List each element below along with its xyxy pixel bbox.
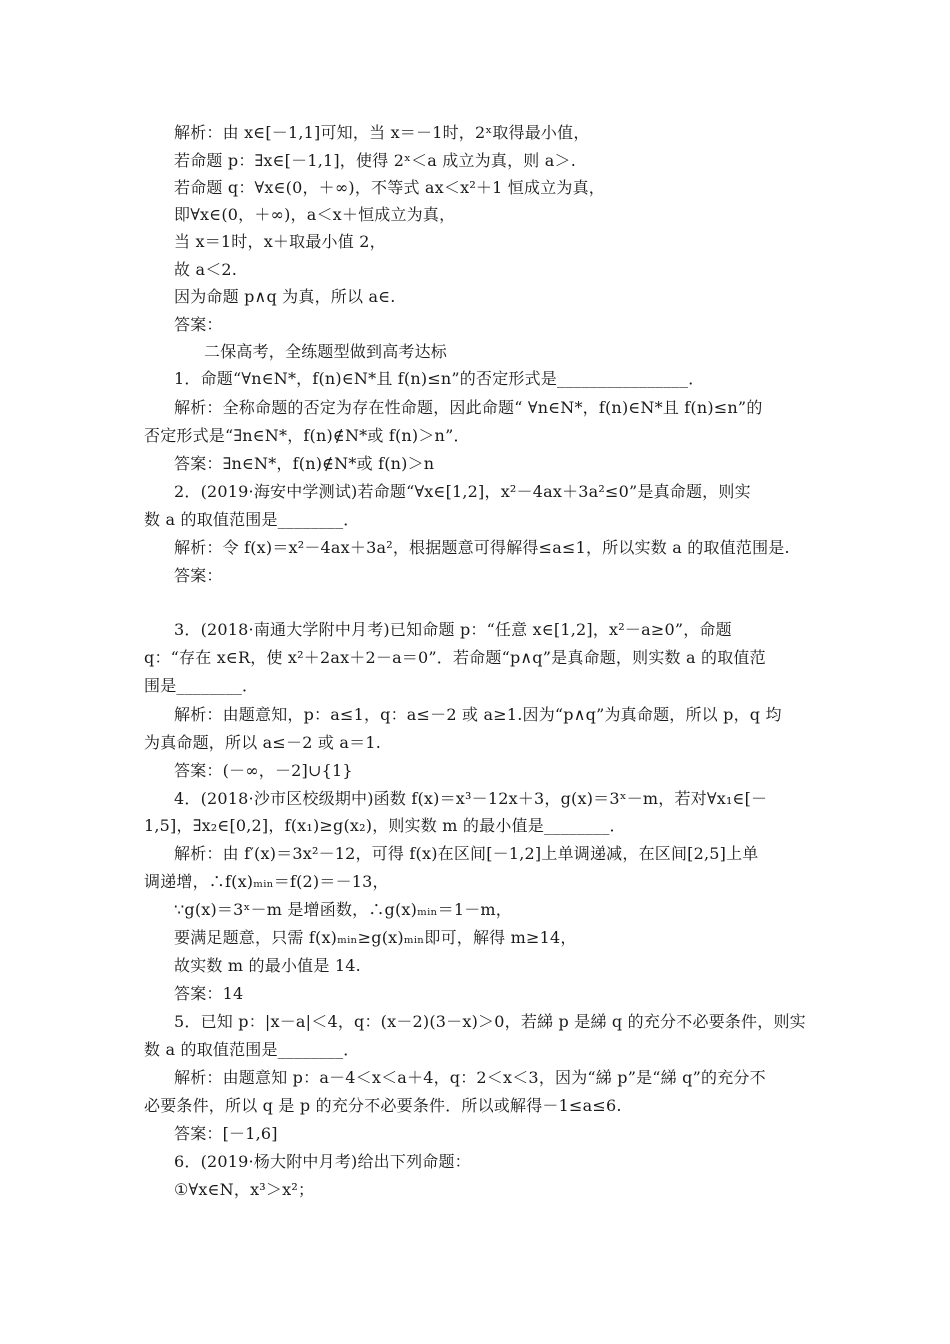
text-line: 若命题 q：∀x∈(0，＋∞)，不等式 ax＜x²＋1 恒成立为真， [174, 178, 605, 197]
text-line: ①∀x∈N，x³＞x²； [174, 1180, 315, 1199]
text-line: 要满足题意，只需 f(x)ₘᵢₙ≥g(x)ₘᵢₙ即可，解得 m≥14， [174, 928, 577, 947]
text-line: 因为命题 p∧q 为真，所以 a∈. [174, 287, 396, 306]
text-line: 否定形式是“∃n∈N*，f(n)∉N*或 f(n)＞n”． [144, 426, 470, 445]
text-line: 1,5]，∃x₂∈[0,2]，f(x₁)≥g(x₂)，则实数 m 的最小值是________． [144, 816, 626, 835]
answer-label: 答案： [174, 315, 223, 334]
answer-2: 答案： [174, 566, 223, 585]
answer-1: 答案：∃n∈N*，f(n)∉N*或 f(n)＞n [174, 454, 435, 473]
text-line: q：“存在 x∈R，使 x²＋2ax＋2－a＝0”．若命题“p∧q”是真命题，则实数 a 的取值范 [144, 648, 766, 667]
text-line: ∵g(x)＝3ˣ－m 是增函数，∴g(x)ₘᵢₙ＝1－m， [174, 900, 513, 919]
text-line: 当 x＝1时，x＋取最小值 2， [174, 232, 386, 251]
text-line: 故实数 m 的最小值是 14. [174, 956, 361, 975]
answer-3: 答案：(－∞，－2]∪{1} [174, 761, 353, 780]
section-heading: 二保高考，全练题型做到高考达标 [204, 342, 448, 361]
answer-5: 答案：[－1,6] [174, 1124, 278, 1143]
question-5: 5．已知 p：|x－a|＜4，q：(x－2)(3－x)＞0，若綈 p 是綈 q 的充分不必要条件，则实 [174, 1012, 806, 1031]
text-line: 解析：由题意知 p：a－4＜x＜a＋4，q：2＜x＜3，因为“綈 p”是“綈 q”的充分不 [174, 1068, 766, 1087]
text-line: 数 a 的取值范围是________． [144, 1040, 360, 1059]
text-line: 围是________． [144, 676, 259, 695]
question-4: 4．(2018·沙市区校级期中)函数 f(x)＝x³－12x＋3，g(x)＝3ˣ－m，若对∀x₁∈[－ [174, 789, 768, 808]
question-6: 6．(2019·杨大附中月考)给出下列命题： [174, 1152, 471, 1171]
answer-4: 答案：14 [174, 984, 244, 1003]
question-3: 3．(2018·南通大学附中月考)已知命题 p：“任意 x∈[1,2]，x²－a≥0”，命题 [174, 620, 732, 639]
text-line: 解析：令 f(x)＝x²－4ax＋3a²，根据题意可得解得≤a≤1，所以实数 a 的取值范围是. [174, 538, 790, 557]
question-2: 2．(2019·海安中学测试)若命题“∀x∈[1,2]，x²－4ax＋3a²≤0”是真命题，则实 [174, 482, 751, 501]
text-line: 解析：由题意知，p：a≤1，q：a≤－2 或 a≥1.因为“p∧q”为真命题，所以 p，q 均 [174, 705, 782, 724]
text-line: 数 a 的取值范围是________． [144, 510, 360, 529]
text-line: 解析：由 x∈[－1,1]可知，当 x＝－1时，2ˣ取得最小值， [174, 123, 590, 142]
text-line: 为真命题，所以 a≤－2 或 a＝1. [144, 733, 381, 752]
text-line: 即∀x∈(0，＋∞)，a＜x＋恒成立为真， [174, 205, 456, 224]
text-line: 若命题 p：∃x∈[－1,1]，使得 2ˣ＜a 成立为真，则 a＞. [174, 151, 576, 170]
text-line: 故 a＜2. [174, 260, 238, 279]
text-line: 解析：由 f′(x)＝3x²－12，可得 f(x)在区间[－1,2]上单调递减，在区间[2,5]上单 [174, 844, 759, 863]
text-line: 调递增，∴f(x)ₘᵢₙ＝f(2)＝－13， [144, 872, 389, 891]
text-line: 解析：全称命题的否定为存在性命题，因此命题“ ∀n∈N*，f(n)∈N*且 f(n)≤n”的 [174, 398, 763, 417]
question-1: 1．命题“∀n∈N*，f(n)∈N*且 f(n)≤n”的否定形式是________________． [174, 369, 705, 388]
text-line: 必要条件，所以 q 是 p 的充分不必要条件．所以或解得－1≤a≤6. [144, 1096, 622, 1115]
